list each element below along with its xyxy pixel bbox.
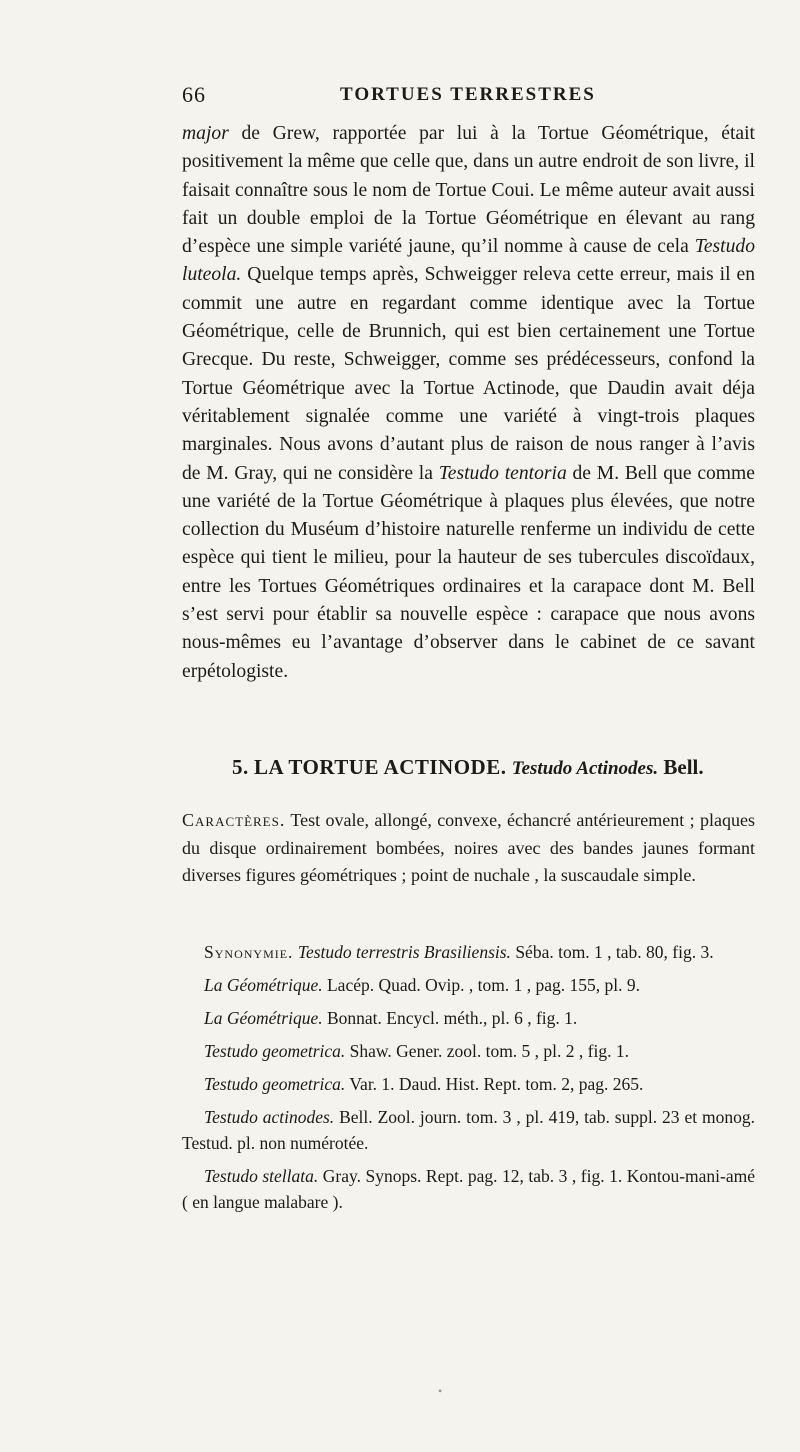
synonym-name: Testudo actinodes.: [204, 1107, 335, 1127]
page-number: 66: [182, 82, 206, 107]
synonymy-entry: [182, 1104, 755, 1156]
synonymy-entry: [182, 1038, 755, 1064]
synonym-name: Testudo geometrica.: [204, 1041, 346, 1061]
italic-latin-name: Testudo luteola.: [182, 236, 755, 286]
species-heading: [232, 755, 752, 780]
synonymy-entry: [182, 1005, 755, 1031]
synonym-reference: Var. 1. Daud. Hist. Rept. tom. 2, pag. 265.: [345, 1074, 644, 1094]
running-head: [0, 82, 800, 112]
synonym-reference: Lacép. Quad. Ovip. , tom. 1 , pag. 155, pl. 9.: [322, 975, 640, 995]
synonym-name: Testudo geometrica.: [204, 1074, 346, 1094]
body-paragraph: [182, 120, 755, 686]
italic-term: major: [182, 123, 229, 144]
characters-text: Test ovale, allongé, convexe, échancré antérieurement ; plaques du disque ordinairement bombées, noires avec des bandes jaunes formant diverses figures géométriques ; point de nuchale , la suscaudale simple.: [182, 810, 755, 885]
italic-latin-name: Testudo tentoria: [438, 462, 567, 484]
synonym-reference: Shaw. Gener. zool. tom. 5 , pl. 2 , fig. 1.: [345, 1041, 629, 1061]
synonym-name: Testudo terrestris Brasiliensis.: [297, 942, 511, 962]
running-title: TORTUES TERRESTRES: [340, 84, 596, 105]
paragraph-text: Quelque temps après, Schweigger releva cette erreur, mais il en commit une autre en regardant comme identique avec la Tortue Géométrique, celle de Brunnich, qui est bien certainement une Tortue Grecque. Du reste, Schweigger, comme ses prédécesseurs, confond la Tortue Géométrique avec la Tortue Actinode, que Daudin avait déja véritablement signalée comme une variété à vingt-trois plaques marginales. Nous avons d’autant plus de raison de nous ranger à l’avis de M. Gray, qui ne considère la: [182, 264, 755, 484]
species-title: LA TORTUE ACTINODE.: [254, 755, 507, 779]
species-latin-name: Testudo Actinodes.: [511, 758, 659, 779]
paragraph-text: de M. Bell que comme une variété de la Tortue Géométrique à plaques plus élevées, que notre collection du Muséum d’histoire naturelle renferme un individu de cette espèce qui tient le milieu, pour la hauteur de ses tubercules discoïdaux, entre les Tortues Géométriques ordinaires et la carapace dont M. Bell s’est servi pour établir sa nouvelle espèce : carapace que nous avons nous-mêmes eu l’avantage d’observer dans le cabinet de ce savant erpétologiste.: [182, 462, 755, 682]
synonymy-entry: [182, 1163, 755, 1215]
synonym-reference: Séba. tom. 1 , tab. 80, fig. 3.: [510, 942, 714, 962]
species-author: Bell.: [663, 755, 704, 779]
species-number: 5.: [232, 755, 249, 779]
characters-label: Caractères.: [182, 810, 286, 830]
synonym-name: Testudo stellata.: [204, 1166, 319, 1186]
synonym-name: La Géométrique.: [204, 975, 323, 995]
characters-paragraph: [182, 807, 755, 890]
synonymy-label: Synonymie.: [204, 942, 294, 962]
synonym-reference: Bell. Zool. journ. tom. 3 , pl. 419, tab. suppl. 23 et monog. Testud. pl. non numérotée.: [182, 1107, 755, 1153]
synonymy-entry: [182, 1071, 755, 1097]
synonym-name: La Géométrique.: [204, 1008, 323, 1028]
synonymy-entry: [182, 972, 755, 998]
synonymy-block: [182, 939, 755, 1222]
synonymy-entry: [182, 939, 755, 965]
synonym-reference: Bonnat. Encycl. méth., pl. 6 , fig. 1.: [322, 1008, 578, 1028]
synonym-reference: Gray. Synops. Rept. pag. 12, tab. 3 , fig. 1. Kontou-mani-amé ( en langue malabare ).: [182, 1166, 756, 1212]
print-mark: •: [438, 1384, 443, 1398]
paragraph-text: de Grew, rapportée par lui à la Tortue Géométrique, était positivement la même que celle que, dans un autre endroit de son livre, il faisait connaître sous le nom de Tortue Coui. Le même auteur avait aussi fait un double emploi de la Tortue Géométrique en élevant au rang d’espèce une simple variété jaune, qu’il nomme à cause de cela: [182, 123, 755, 258]
